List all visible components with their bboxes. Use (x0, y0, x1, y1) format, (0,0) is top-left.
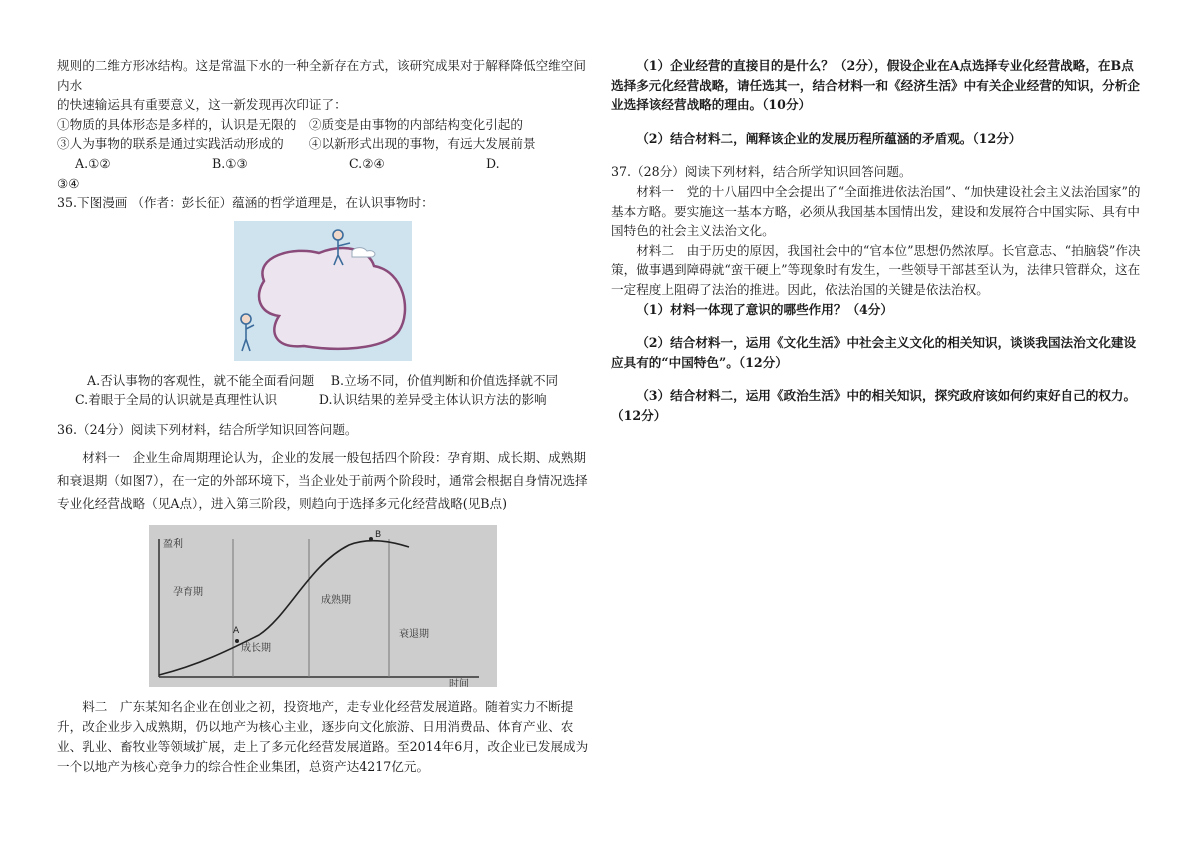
stage-label-3: 成熟期 (321, 594, 351, 606)
q37-sub2: （2）结合材料一，运用《文化生活》中社会主义文化的相关知识，谈谈我国法治文化建设应具有的“中国特色”。（12分） (611, 335, 1137, 370)
q34-item-1: ①物质的具体形态是多样的，认识是无限的 ②质变是由事物的内部结构变化引起的 (57, 116, 523, 132)
q35-option-ab: A.否认事物的客观性，就不能全面看问题 B.立场不同，价值判断和价值选择就不同 (87, 372, 559, 388)
q34-option-c: C.②④ (349, 155, 385, 171)
q34-option-d-content: ③④ (57, 175, 80, 191)
q37-sub3: （3）结合材料二，运用《政治生活》中的相关知识，探究政府该如何约束好自己的权力。（12分） (611, 388, 1137, 423)
q36-sub2: （2）结合材料二，阐释该企业的发展历程所蕴涵的矛盾观。（12分） (636, 130, 1022, 146)
stage-label-4: 衰退期 (399, 628, 429, 640)
point-a-mark (235, 639, 239, 643)
stage-label-2: 成长期 (241, 642, 271, 654)
q36-stem: 36.（24分）阅读下列材料，结合所学知识回答问题。 (57, 421, 358, 437)
q36-material-2: 料二 广东某知名企业在创业之初，投资地产，走专业化经营发展道路。随着实力不断提升，改企业步入成熟期，仍以地产为核心主业，逐步向文化旅游、日用消费品、体育产业、农业、乳业、畜牧业等领域扩展，走上了多元化经营发展道路。至2014年6月，改企业已发展成为一个以地产为核心竞争力的综合性企业集团，总资产达4217亿元。 (57, 698, 589, 774)
point-a-label: A (233, 625, 240, 636)
point-b-mark (369, 537, 373, 541)
q37-sub1: （1）材料一体现了意识的哪些作用？（4分） (636, 301, 893, 317)
q34-item-2: ③人为事物的联系是通过实践活动形成的 ④以新形式出现的事物，有远大发展前景 (57, 136, 536, 152)
lifecycle-chart (149, 525, 497, 687)
q37-material-1: 材料一 党的十八届四中全会提出了“全面推进依法治国”、“加快建设社会主义法治国家”的基本方略。要实施这一基本方略，必须从我国基本国情出发，建设和发展符合中国实际、具有中国特色的社会主义法治文化。 (611, 183, 1141, 239)
stage-label-1: 孕育期 (173, 586, 203, 598)
q35-stem: 35.下图漫画 （作者：彭长征）蕴涵的哲学道理是，在认识事物时： (57, 195, 434, 211)
point-b-label: B (375, 529, 382, 540)
right-column (611, 56, 1145, 426)
chart-xlabel: 时间 (449, 678, 469, 687)
intro-line-2: 的快速输运具有重要意义，这一新发现再次印证了： (57, 97, 347, 113)
q36-sub1: （1）企业经营的直接目的是什么？（2分），假设企业在A点选择专业化经营战略，在B点选择多元化经营战略，请任选其一，结合材料一和《经济生活》中有关企业经营的知识，分析企业选择该经营战略的理由。（10分） (611, 58, 1140, 113)
intro-line-1: 规则的二维方形冰结构。这是常温下水的一种全新存在方式，该研究成果对于解释降低空维空间内水 (57, 58, 586, 93)
lifecycle-chart-svg (149, 525, 497, 687)
left-column (57, 56, 591, 777)
chart-ylabel: 盈利 (163, 538, 183, 550)
q34-option-d: D. (486, 155, 500, 171)
q35-option-cd: C.着眼于全局的认识就是真理性认识 D.认识结果的差异受主体认识方法的影响 (75, 392, 547, 408)
cartoon-figure (234, 221, 412, 361)
cartoon-drawing (234, 221, 412, 361)
q34-options (57, 154, 591, 174)
q37-material-2: 材料二 由于历史的原因，我国社会中的“官本位”思想仍然浓厚。长官意志、“拍脑袋”作决策，做事遇到障碍就“蛮干硬上”等现象时有发生，一些领导干部甚至认为，法律只管群众，这在一定程度上阻碍了法治的推进。因此，依法治国的关键是依法治权。 (611, 242, 1141, 297)
q36-material-1: 材料一 企业生命周期理论认为，企业的发展一般包括四个阶段：孕育期、成长期、成熟期和衰退期（如图7），在一定的外部环境下，当企业处于前两个阶段时，通常会根据自身情况选择专业化经营战略（见A点），进入第三阶段，则趋向于选择多元化经营战略(见B点) (57, 449, 588, 511)
q34-option-a: A.①② (75, 155, 111, 171)
q34-option-b: B.①③ (212, 155, 248, 171)
q37-stem: 37.（28分）阅读下列材料，结合所学知识回答问题。 (611, 164, 912, 180)
